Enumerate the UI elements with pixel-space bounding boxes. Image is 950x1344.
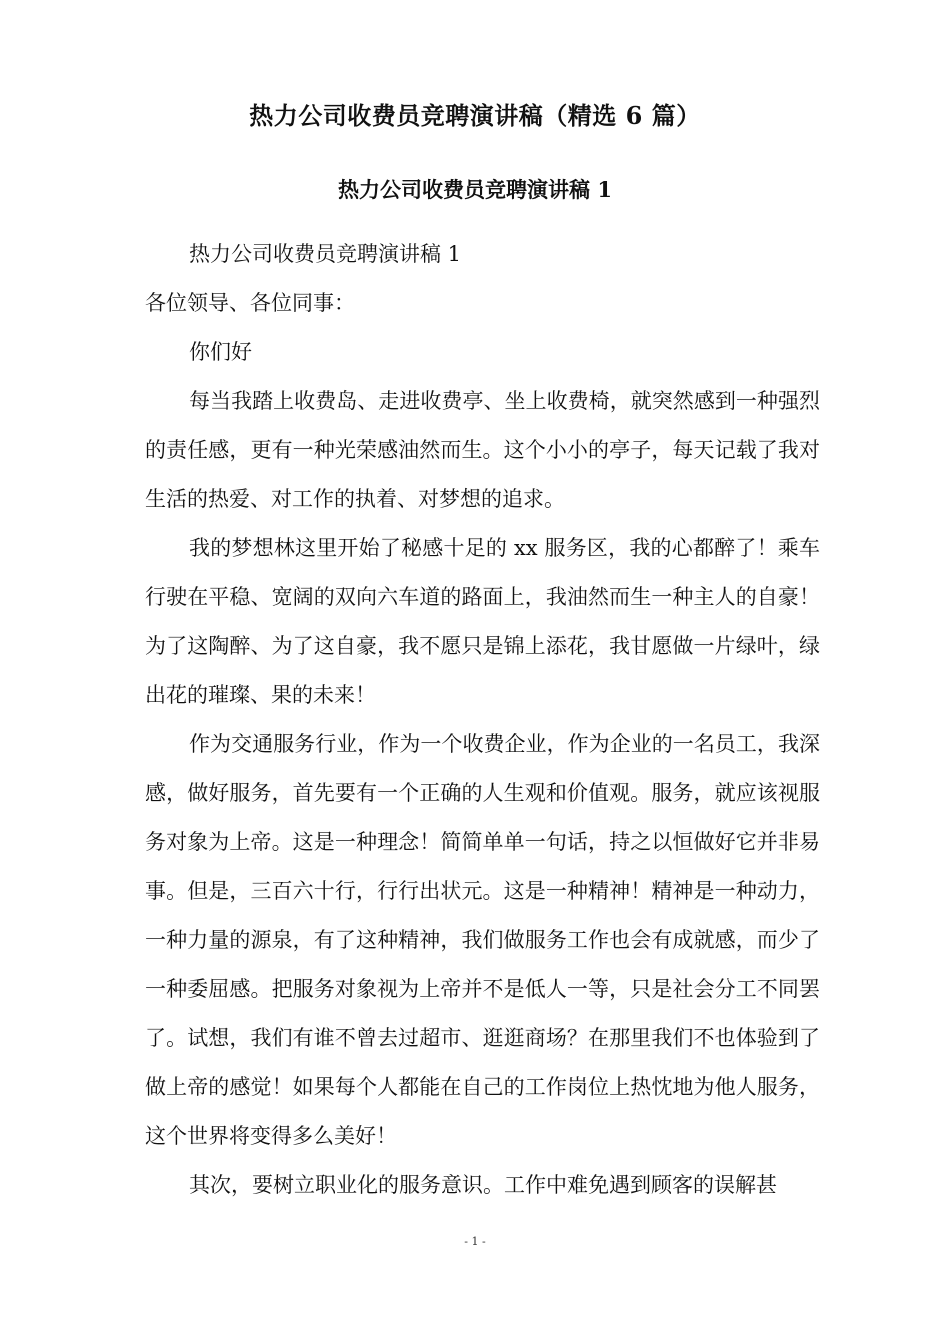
section-title: 热力公司收费员竞聘演讲稿 1 (338, 177, 612, 202)
document-body (145, 230, 820, 1210)
page-number: - 1 - (464, 1235, 486, 1248)
paragraph-greeting: 你们好 (189, 340, 252, 364)
paragraph-heading-repeat: 热力公司收费员竞聘演讲稿 1 (189, 242, 462, 266)
paragraph: 其次，要树立职业化的服务意识。工作中难免遇到顾客的误解甚 (189, 1173, 777, 1197)
paragraph-salutation: 各位领导、各位同事： (145, 291, 355, 315)
paragraph: 作为交通服务行业，作为一个收费企业，作为企业的一名员工，我深感，做好服务，首先要有一个正确的人生观和价值观。服务，就应该视服务对象为上帝。这是一种理念！简简单单一句话，持之以恒做好它并非易事。但是，三百六十行，行行出状元。这是一种精神！精神是一种动力，一种力量的源泉，有了这种精神，我们做服务工作也会有成就感，而少了一种委屈感。把服务对象视为上帝并不是低人一等，只是社会分工不同罢了。试想，我们有谁不曾去过超市、逛逛商场？在那里我们不也体验到了做上帝的感觉！如果每个人都能在自己的工作岗位上热忱地为他人服务，这个世界将变得多么美好！ (145, 732, 820, 1148)
paragraph: 每当我踏上收费岛、走进收费亭、坐上收费椅，就突然感到一种强烈的责任感，更有一种光荣感油然而生。这个小小的亭子，每天记载了我对生活的热爱、对工作的执着、对梦想的追求。 (145, 389, 820, 511)
paragraph: 我的梦想林这里开始了秘感十足的 xx 服务区，我的心都醉了！乘车行驶在平稳、宽阔的双向六车道的路面上，我油然而生一种主人的自豪！为了这陶醉、为了这自豪，我不愿只是锦上添花，我甘愿做一片绿叶，绿出花的璀璨、果的未来！ (145, 536, 820, 707)
document-title: 热力公司收费员竞聘演讲稿（精选 6 篇） (249, 101, 701, 130)
